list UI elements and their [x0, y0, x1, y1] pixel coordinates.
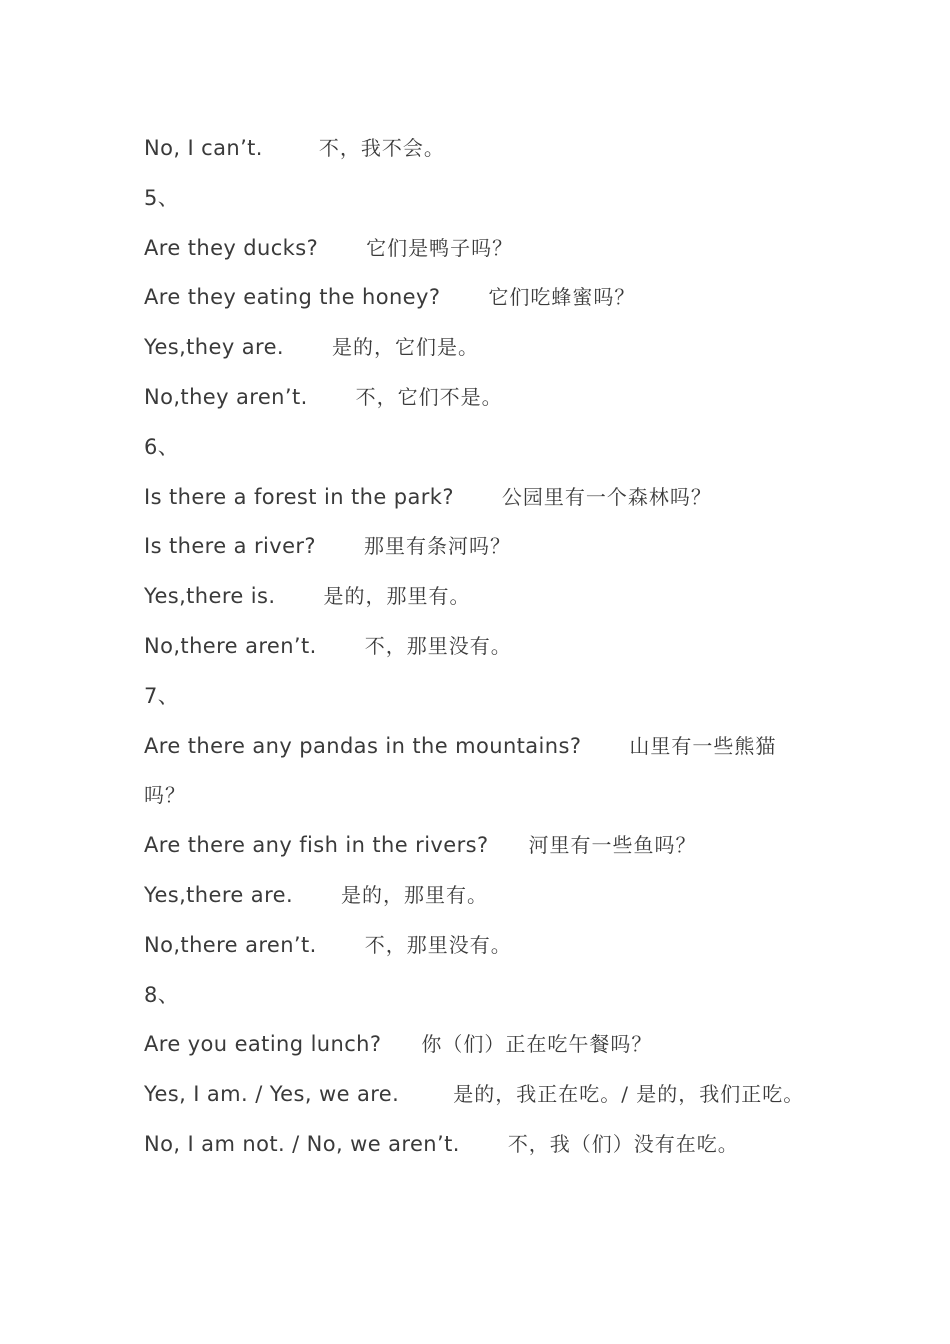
chinese-text: 你（们）正在吃午餐吗？	[421, 1032, 653, 1057]
section-number	[144, 971, 810, 1021]
chinese-text: 公园里有一个森林吗？	[501, 484, 712, 509]
document-body	[144, 124, 810, 1170]
chinese-text: 它们是鸭子吗？	[366, 235, 514, 260]
text-line	[144, 373, 810, 423]
english-text: No,they aren’t.	[144, 384, 308, 409]
english-text: Are there any fish in the rivers?	[144, 833, 489, 858]
chinese-text: 不，我（们）没有在吃。	[507, 1131, 739, 1156]
text-line	[144, 522, 810, 572]
section-number-text: 7、	[144, 683, 180, 708]
section-number-text: 6、	[144, 434, 180, 459]
english-text: No, I am not. / No, we aren’t.	[144, 1131, 460, 1156]
text-line	[144, 871, 810, 921]
text-line	[144, 473, 810, 523]
english-text: Yes,there are.	[144, 882, 294, 907]
text-line	[144, 1020, 810, 1070]
english-text: No,there aren’t.	[144, 932, 317, 957]
chinese-text: 是的，那里有。	[323, 584, 471, 609]
english-text: Are they eating the honey?	[144, 285, 441, 310]
english-text: No,there aren’t.	[144, 633, 317, 658]
english-text: Yes, I am. / Yes, we are.	[144, 1082, 400, 1107]
chinese-text: 河里有一些鱼吗？	[528, 833, 697, 858]
section-number	[144, 423, 810, 473]
text-line	[144, 224, 810, 274]
chinese-text: 不，它们不是。	[355, 384, 503, 409]
chinese-text: 是的，它们是。	[331, 335, 479, 360]
english-text: Are they ducks?	[144, 235, 319, 260]
english-text: Yes,they are.	[144, 335, 284, 360]
chinese-text: 是的，那里有。	[341, 882, 489, 907]
chinese-text: 它们吃蜂蜜吗？	[488, 285, 636, 310]
text-line	[144, 921, 810, 971]
text-line	[144, 622, 810, 672]
chinese-text: 不，那里没有。	[364, 932, 512, 957]
text-line	[144, 1120, 810, 1170]
chinese-text: 是的，我正在吃。/ 是的，我们正吃。	[453, 1082, 805, 1107]
english-text: Is there a river?	[144, 534, 316, 559]
chinese-text: 山里有一些熊猫吗？	[144, 733, 777, 808]
english-text: Is there a forest in the park?	[144, 484, 454, 509]
section-number	[144, 174, 810, 224]
chinese-text: 不，那里没有。	[364, 633, 512, 658]
english-text: No, I can’t.	[144, 136, 263, 160]
section-number-text: 5、	[144, 185, 180, 210]
text-line	[144, 323, 810, 373]
section-number	[144, 672, 810, 722]
english-text: Yes,there is.	[144, 584, 276, 609]
text-line	[144, 124, 810, 174]
english-text: Are you eating lunch?	[144, 1032, 382, 1057]
section-number-text: 8、	[144, 982, 180, 1007]
text-line	[144, 273, 810, 323]
chinese-text: 不，我不会。	[318, 136, 445, 160]
text-line	[144, 1070, 810, 1120]
text-line	[144, 572, 810, 622]
chinese-text: 那里有条河吗？	[363, 534, 511, 559]
english-text: Are there any pandas in the mountains?	[144, 733, 582, 758]
text-line	[144, 821, 810, 871]
text-line	[144, 722, 810, 822]
